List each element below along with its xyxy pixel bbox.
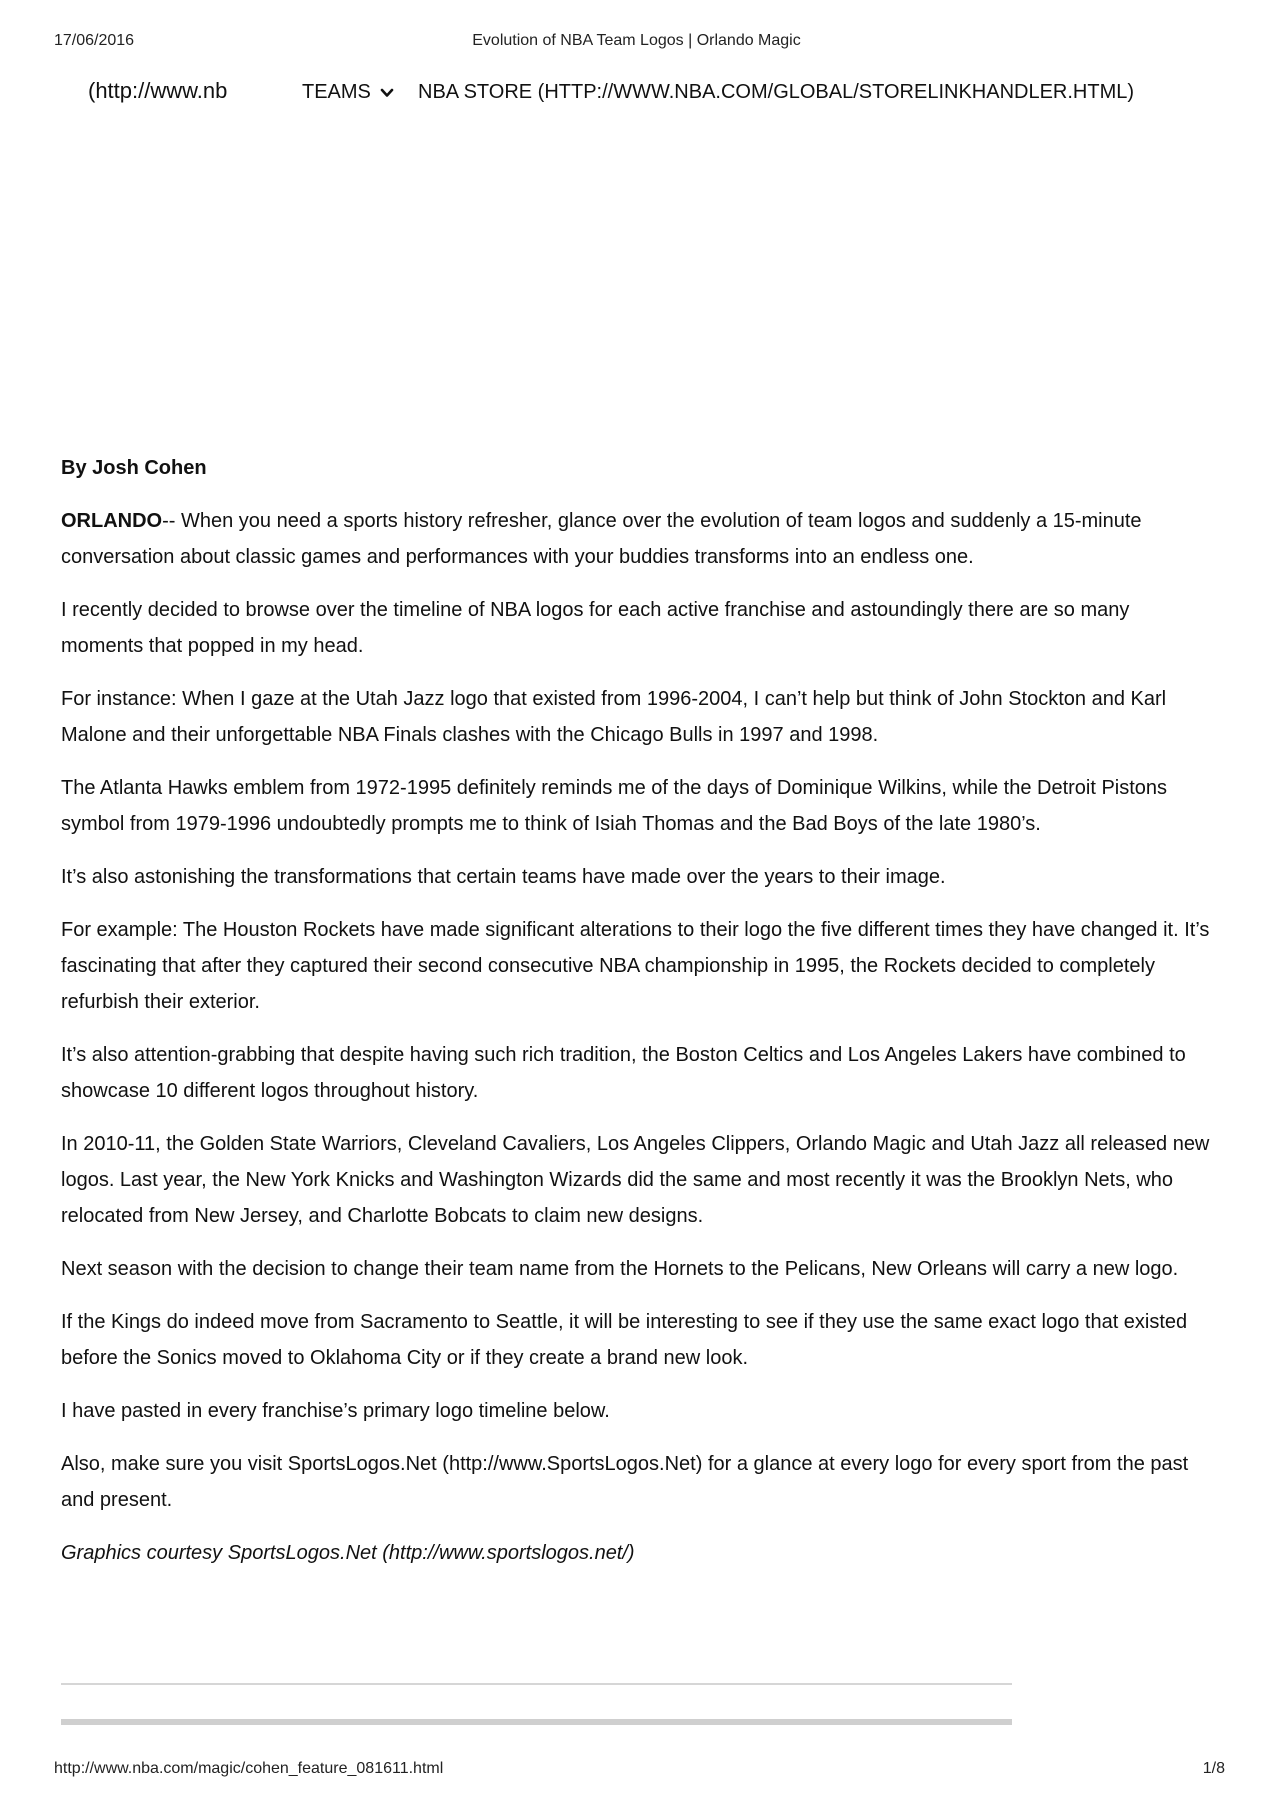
article-paragraph: If the Kings do indeed move from Sacramento to Seattle, it will be interesting to see if they use the same exact logo that existed before the Sonics moved to Oklahoma City or if they create a brand new look. [61, 1311, 1188, 1369]
article-intro-text: -- When you need a sports history refresher, glance over the evolution of team logos and suddenly a 15-minute conversation about classic games and performances with your buddies transforms into an endless one. [61, 510, 1142, 568]
nav-teams-label: TEAMS [302, 81, 371, 103]
divider-thick [61, 1719, 1012, 1725]
article-paragraph: The Atlanta Hawks emblem from 1972-1995 definitely reminds me of the days of Dominique Wilkins, while the Detroit Pistons symbol from 1979-1996 undoubtedly prompts me to think of Isiah Thomas and the Bad Boys of the late 1980’s. [61, 777, 1168, 835]
graphics-credit: Graphics courtesy SportsLogos.Net (http://www.sportslogos.net/) [61, 1542, 635, 1564]
article-paragraph: I have pasted in every franchise’s primary logo timeline below. [61, 1400, 610, 1422]
site-nav [0, 78, 1273, 108]
print-header [0, 30, 1273, 52]
article-paragraph: It’s also astonishing the transformations that certain teams have made over the years to their image. [61, 866, 946, 888]
article-body [61, 450, 1211, 1588]
article-paragraph: It’s also attention-grabbing that despite having such rich tradition, the Boston Celtics and Los Angeles Lakers have combined to showcase 10 different logos throughout history. [61, 1044, 1186, 1102]
article-paragraph: I recently decided to browse over the timeline of NBA logos for each active franchise and astoundingly there are so many moments that popped in my head. [61, 599, 1130, 657]
print-footer-url: http://www.nba.com/magic/cohen_feature_081611.html [54, 1760, 444, 1777]
chevron-down-icon [379, 85, 395, 101]
print-footer [0, 1760, 1273, 1782]
article-paragraph: For instance: When I gaze at the Utah Jazz logo that existed from 1996-2004, I can’t help but think of John Stockton and Karl Malone and their unforgettable NBA Finals clashes with the Chicago Bulls in 1997 and 1998. [61, 688, 1167, 746]
article-byline: By Josh Cohen [61, 457, 207, 479]
nav-teams-menu[interactable] [302, 81, 395, 104]
print-page-title: Evolution of NBA Team Logos | Orlando Magic [472, 32, 801, 49]
article-dateline: ORLANDO [61, 510, 163, 532]
article-intro [61, 503, 1211, 575]
print-page-number: 1/8 [1202, 1760, 1225, 1777]
article-paragraph: Next season with the decision to change their team name from the Hornets to the Pelicans, New Orleans will carry a new logo. [61, 1258, 1179, 1280]
article-paragraph: Also, make sure you visit SportsLogos.Net (http://www.SportsLogos.Net) for a glance at every logo for every sport from the past and present. [61, 1453, 1189, 1511]
nav-home-link[interactable]: (http://www.nb [88, 78, 228, 103]
article-paragraph: In 2010-11, the Golden State Warriors, Cleveland Cavaliers, Los Angeles Clippers, Orlando Magic and Utah Jazz all released new logos. Last year, the New York Knicks and Washington Wizards did the same and most recently it was the Brooklyn Nets, who relocated from New Jersey, and Charlotte Bobcats to claim new designs. [61, 1133, 1210, 1227]
divider-thin [61, 1683, 1012, 1685]
article-paragraph: For example: The Houston Rockets have made significant alterations to their logo the five different times they have changed it. It’s fascinating that after they captured their second consecutive NBA championship in 1995, the Rockets decided to completely refurbish their exterior. [61, 919, 1210, 1013]
nav-store-link[interactable]: NBA STORE (HTTP://WWW.NBA.COM/GLOBAL/STORELINKHANDLER.HTML) [418, 81, 1135, 103]
print-date: 17/06/2016 [54, 32, 135, 49]
